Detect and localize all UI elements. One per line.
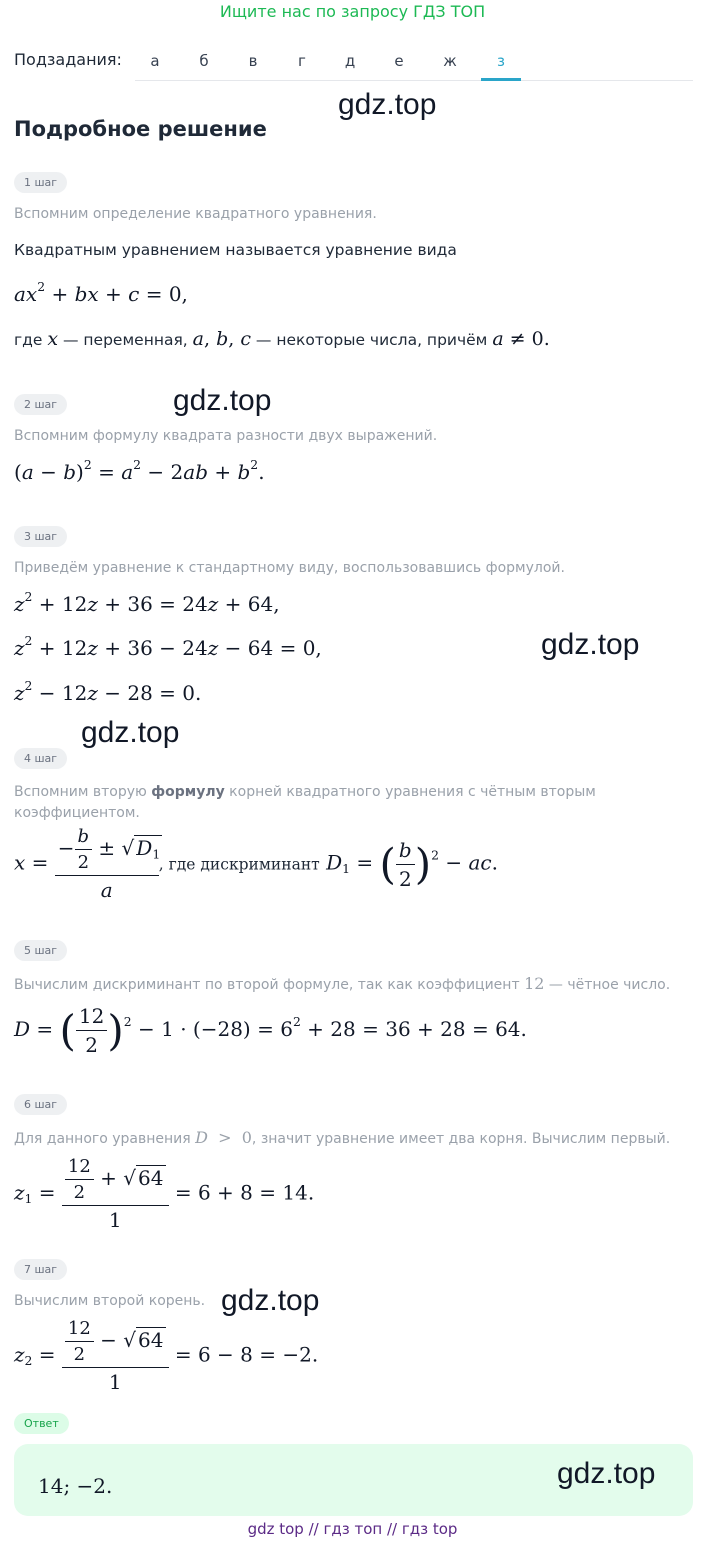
step-hint: Вспомним вторую формулу корней квадратного уравнения с чётным вторым коэффициентом. — [14, 784, 596, 821]
tabs-divider — [135, 80, 693, 81]
step-hint: Вспомним формулу квадрата разности двух выражений. — [14, 428, 438, 444]
equation-line-1: $z^2 + 12z + 36 = 24z + 64$, — [14, 589, 280, 616]
step-badge: 7 шаг — [14, 1259, 67, 1280]
tab-d[interactable]: д — [344, 52, 356, 70]
equation-line-2: $z^2 + 12z + 36 - 24z - 64 = 0$, — [14, 633, 322, 660]
tab-e[interactable]: е — [394, 52, 404, 70]
watermark: gdz.top — [541, 628, 640, 661]
tab-a[interactable]: а — [150, 52, 160, 70]
formula-discriminant: D = ( $\frac{12}{2}$ )$^2 - 1 \cdot (-28) = 6^2 + 28 = 36 + 28 = 64$. — [14, 1004, 527, 1057]
page-title: Подробное решение — [14, 117, 267, 141]
step-badge: 6 шаг — [14, 1094, 67, 1115]
step-badge: 5 шаг — [14, 940, 67, 961]
step-hint: Для данного уравнения D > 0, значит уравнение имеет два корня. Вычислим первый. — [14, 1128, 671, 1147]
tab-g[interactable]: г — [298, 52, 306, 70]
subtasks-label: Подзадания: — [14, 50, 122, 69]
formula-roots-even-coefficient: x = − $\frac{b}{2}$ ± √ $D_1$ a , где дискриминант $D_1$ = ( $\frac{b}{2}$ )$^2$ − ac. — [14, 826, 498, 902]
formula-square-difference: $(a - b)^2 = a^2 - 2ab + b^2$. — [14, 457, 265, 484]
step-hint: Вычислим второй корень. — [14, 1293, 206, 1309]
answer-badge: Ответ — [14, 1413, 69, 1434]
search-banner[interactable]: Ищите нас по запросу ГДЗ ТОП — [219, 2, 486, 21]
watermark: gdz.top — [81, 716, 180, 749]
formula-root-2: $z_2$ = $\frac{12}{2}$ − √ 64 1 = 6 − 8 = −2. — [14, 1318, 319, 1394]
step-badge: 1 шаг — [14, 172, 67, 193]
watermark: gdz.top — [557, 1457, 656, 1490]
step-badge: 3 шаг — [14, 526, 67, 547]
step-hint: Вычислим дискриминант по второй формуле, так как коэффициент 12 — чётное число. — [14, 974, 671, 993]
formula-root-1: $z_1$ = $\frac{12}{2}$ + √ 64 1 = 6 + 8 = 14. — [14, 1156, 315, 1232]
watermark: gdz.top — [221, 1284, 320, 1317]
active-tab-indicator — [481, 78, 521, 81]
tab-b[interactable]: б — [199, 52, 209, 70]
step-badge: 4 шаг — [14, 748, 67, 769]
equation-line-3: $z^2 - 12z - 28 = 0$. — [14, 678, 202, 705]
watermark: gdz.top — [173, 384, 272, 417]
step-text-where: где x — переменная, a, b, c — некоторые числа, причём a ≠ 0. — [14, 328, 550, 350]
step-hint: Вспомним определение квадратного уравнения. — [14, 206, 377, 222]
step-hint: Приведём уравнение к стандартному виду, воспользовавшись формулой. — [14, 560, 565, 576]
tab-zh[interactable]: ж — [443, 52, 457, 70]
watermark: gdz.top — [338, 88, 437, 121]
footer-links[interactable]: gdz top // гдз топ // гдз top — [247, 1520, 458, 1538]
answer-value: 14; −2. — [38, 1474, 113, 1498]
tab-z-active[interactable]: з — [497, 52, 505, 70]
formula-general-quadratic: $ax^2$ + bx + c = 0, — [14, 279, 188, 306]
tab-v[interactable]: в — [248, 52, 258, 70]
step-badge: 2 шаг — [14, 394, 67, 415]
step-text: Квадратным уравнением называется уравнение вида — [14, 241, 457, 259]
